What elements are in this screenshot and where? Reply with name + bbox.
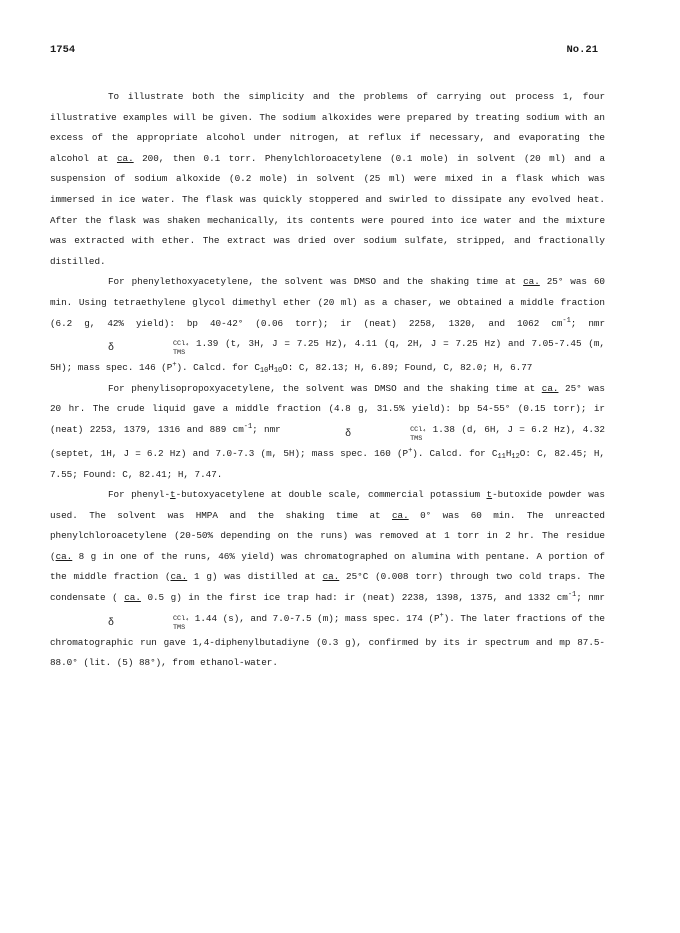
text-run: For phenylisopropoxyacetylene, the solvent was DMSO and the shaking time at <box>108 382 542 394</box>
abbrev-ca: ca. <box>322 571 340 583</box>
subscript: 10 <box>273 367 283 376</box>
subscript: 12 <box>511 452 520 461</box>
nmr-delta-symbol <box>287 426 426 444</box>
abbrev-ca: ca. <box>392 509 409 521</box>
nmr-reference: TMS <box>410 434 423 443</box>
paragraph-phenylisopropoxyacetylene <box>50 379 605 485</box>
text-run: ; nmr <box>576 592 605 604</box>
text-run: ). The later fractions of the chromatographic run gave 1,4-diphenylbutadiyne (0.3 g), confirmed by its ir spectrum and mp 87.5-88.0° (lit. (5) 88°), from ethanol-water. <box>50 612 605 669</box>
text-run: 8 g in one of the runs, 46% yield) was chromatographed on alumina with pentane. A portion of the middle fraction ( <box>50 550 605 583</box>
text-run: ; nmr <box>570 317 605 329</box>
abbrev-ca: ca. <box>523 276 540 288</box>
text-run: For phenyl- <box>108 489 171 501</box>
nmr-solvent: CCl₄ <box>172 614 190 623</box>
text-run: 1.44 (s), and 7.0-7.5 (m); mass spec. 174 (P <box>189 612 440 624</box>
paragraph-procedure <box>50 87 605 272</box>
text-run: 1 g) was distilled at <box>187 571 323 583</box>
delta-glyph: δ <box>108 617 114 629</box>
text-run: -butoxide powder was used. The solvent was HMPA and the shaking time at <box>50 489 605 521</box>
superscript: + <box>172 361 177 370</box>
page-number: 1754 <box>50 44 76 56</box>
subscript: 11 <box>497 452 506 461</box>
nmr-delta-symbol <box>50 615 189 633</box>
text-run: 25° was 60 min. Using tetraethylene glycol dimethyl ether (20 ml) as a chaser, we obtained a middle fraction (6.2 g, 42% yield): bp 40-42° (0.06 torr); ir (neat) 2258, 1320, and 1062 cm <box>50 276 605 329</box>
superscript: -1 <box>567 591 577 600</box>
nmr-reference: TMS <box>172 349 186 358</box>
text-run: ). Calcd. for C <box>176 362 260 374</box>
italic-t: t <box>486 489 493 501</box>
text-run: H <box>505 447 512 459</box>
abbrev-ca: ca. <box>541 382 559 394</box>
nmr-solvent: CCl₄ <box>172 340 190 349</box>
delta-glyph: δ <box>345 428 352 440</box>
text-run: 1.39 (t, 3H, J = 7.25 Hz), 4.11 (q, 2H, J = 7.25 Hz) and 7.05-7.45 (m, 5H); mass spec. 146 (P <box>50 338 605 374</box>
superscript: -1 <box>243 422 253 431</box>
text-run: To illustrate both the simplicity and the problems of carrying out process 1, four illustrative examples will be given. The sodium alkoxides were prepared by treating sodium with an excess of the appropriate alcohol under nitrogen, at reflux if necessary, and evaporating the alcohol at <box>50 91 605 164</box>
issue-number: No.21 <box>566 44 598 56</box>
text-run: 200, then 0.1 torr. Phenylchloroacetylene (0.1 mole) in solvent (20 ml) and a suspension of sodium alkoxide (0.2 mole) in solvent (25 ml) were mixed in a flask which was immersed in ice water. The flask was quickly stoppered and swirled to dissipate any evolved heat. After the flask was shaken mechanically, its contents were poured into ice water and the mixture was extracted with ether. The extract was dried over sodium sulfate, stripped, and fractionally distilled. <box>50 152 606 267</box>
text-run: H <box>268 362 274 374</box>
text-run: ; nmr <box>252 423 288 435</box>
text-run: 0.5 g) in the first ice trap had: ir (neat) 2238, 1398, 1375, and 1332 cm <box>140 592 568 604</box>
abbrev-ca: ca. <box>55 550 73 562</box>
nmr-reference: TMS <box>172 623 186 632</box>
delta-glyph: δ <box>108 343 114 355</box>
text-run: 0° was 60 min. The unreacted phenylchloroacetylene (20-50% depending on the runs) was removed at 1 torr in 2 hr. The residue ( <box>50 509 605 562</box>
superscript: -1 <box>562 316 571 325</box>
text-run: O: C, 82.13; H, 6.89; Found, C, 82.0; H, 6.77 <box>282 362 533 374</box>
text-run: O: C, 82.45; H, 7.55; Found: C, 82.41; H, 7.47. <box>50 447 605 480</box>
nmr-delta-symbol <box>50 340 189 358</box>
nmr-solvent: CCl₄ <box>410 425 427 434</box>
paragraph-phenyl-t-butoxyacetylene <box>50 485 605 674</box>
text-run: ). Calcd. for C <box>412 447 498 459</box>
text-run: 1.38 (d, 6H, J = 6.2 Hz), 4.32 (septet, 1H, J = 6.2 Hz) and 7.0-7.3 (m, 5H); mass spec. 160 (P <box>50 423 605 459</box>
abbrev-ca: ca. <box>124 592 141 604</box>
italic-t: t <box>170 489 176 501</box>
text-run: -butoxyacetylene at double scale, commercial potassium <box>175 489 487 501</box>
body-text <box>50 87 605 674</box>
abbrev-ca: ca. <box>170 571 188 583</box>
subscript: 10 <box>259 367 269 376</box>
superscript: + <box>439 611 444 620</box>
abbrev-ca: ca. <box>116 152 134 164</box>
paragraph-phenylethoxyacetylene <box>50 272 605 378</box>
text-run: For phenylethoxyacetylene, the solvent was DMSO and the shaking time at <box>108 276 524 288</box>
text-run: 25°C (0.008 torr) through two cold traps. The condensate ( <box>50 571 605 604</box>
superscript: + <box>408 446 413 455</box>
text-run: 25° was 20 hr. The crude liquid gave a middle fraction (4.8 g, 31.5% yield): bp 54-55° (0.15 torr); ir (neat) 2253, 1379, 1316 and 889 cm <box>50 382 605 435</box>
